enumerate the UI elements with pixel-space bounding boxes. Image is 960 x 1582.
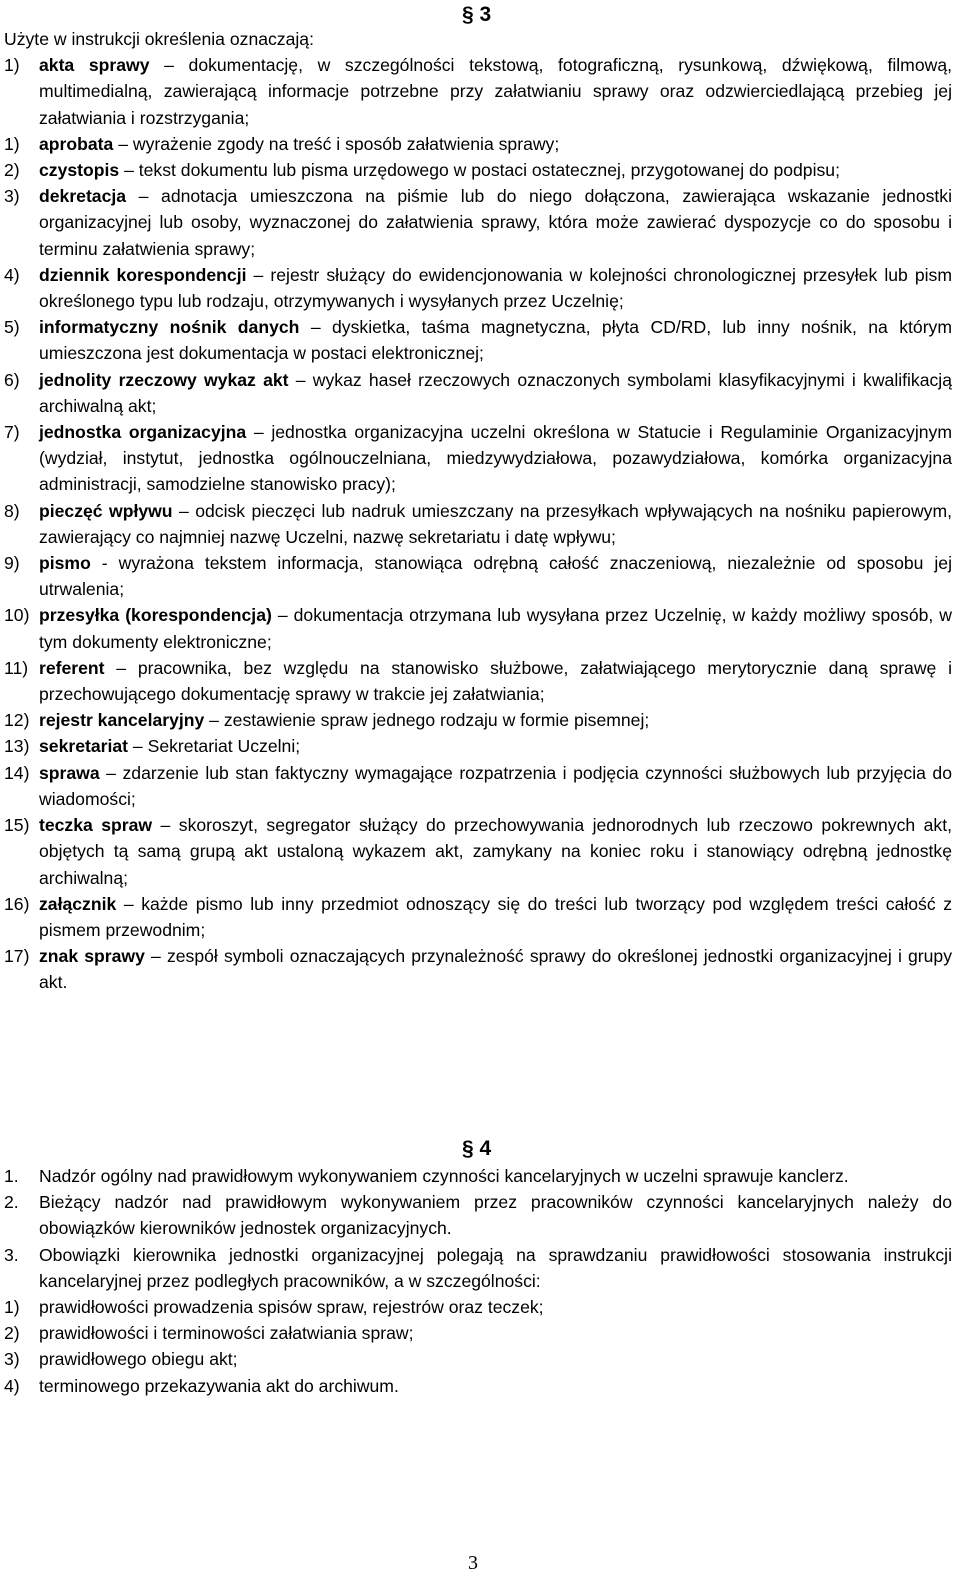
- item-body: terminowego przekazywania akt do archiwum.: [39, 1375, 399, 1396]
- item-number: 9): [4, 553, 20, 574]
- definition-term: dekretacja: [39, 186, 127, 207]
- definition-text: jednostka organizacyjna uczelni określona w Statucie i Regulaminie Organizacyjnym (wydział, instytut, jednostka ogólnouczelniana, miedzywydziałowa, pozawydziałowa, komórka organizacyjna administracji, samodzielne stanowisko pracy);: [39, 422, 952, 495]
- definition-term: przesyłka (korespondencja): [39, 605, 272, 626]
- definition-item: [4, 262, 952, 314]
- definition-text: każde pismo lub inny przedmiot odnoszący się do treści lub tworzący pod względem treści całość z pismem przewodnim;: [39, 893, 953, 940]
- definition-separator: –: [128, 736, 148, 757]
- sub-item: [4, 1294, 952, 1320]
- section-4-list: [4, 1163, 952, 1294]
- definition-separator: –: [116, 893, 142, 914]
- definition-separator: –: [246, 264, 271, 285]
- definition-item: [4, 602, 952, 654]
- item-number: 12): [4, 710, 30, 731]
- item-number: 10): [4, 605, 30, 626]
- page-number: 3: [468, 1552, 478, 1574]
- definition-item: [4, 733, 952, 759]
- definition-item: [4, 52, 952, 131]
- definition-term: rejestr kancelaryjny: [39, 710, 205, 731]
- definition-term: załącznik: [39, 893, 117, 914]
- item-number: 16): [4, 893, 30, 914]
- definition-term: teczka spraw: [39, 815, 153, 836]
- item-body: [39, 183, 952, 262]
- definition-text: dyskietka, taśma magnetyczna, płyta CD/RD, lub inny nośnik, na którym umieszczona jest dokumentacja w postaci elektronicznej;: [39, 317, 953, 364]
- item-body: [39, 157, 952, 183]
- item-number: 7): [4, 422, 20, 443]
- definition-separator: –: [172, 500, 196, 521]
- definition-text: skoroszyt, segregator służący do przechowywania jednorodnych lub rzeczowo pokrewnych akt, objętych tą samą grupą akt ustaloną wykazem akt, zamykany na koniec roku i stanowiący odrębną jednostkę archiwalną;: [39, 815, 952, 888]
- item-number: 2): [4, 160, 20, 181]
- definition-item: [4, 183, 952, 262]
- definition-separator: –: [288, 369, 313, 390]
- item-number: 3): [4, 186, 20, 207]
- definition-separator: –: [246, 422, 272, 443]
- definition-text: dokumentację, w szczególności tekstową, fotograficzną, rysunkową, dźwiękową, filmową, multimedialną, zawierającą informacje potrzebne przy załatwianiu sprawy oraz odzwierciedlającą przebieg jej załatwiania i rozstrzygania;: [39, 55, 952, 128]
- item-body: prawidłowości i terminowości załatwiania spraw;: [39, 1323, 414, 1344]
- item-body: [39, 707, 952, 733]
- definition-text: dokumentacja otrzymana lub wysyłana przez Uczelnię, w każdy możliwy sposób, w tym dokumenty elektroniczne;: [39, 605, 953, 652]
- item-number: 4): [4, 264, 20, 285]
- definition-term: znak sprawy: [39, 946, 145, 967]
- item-body: [39, 367, 952, 419]
- item-body: [39, 812, 952, 891]
- definition-text: tekst dokumentu lub pisma urzędowego w postaci ostatecznej, przygotowanej do podpisu;: [138, 160, 840, 181]
- definition-separator: –: [271, 605, 294, 626]
- definition-term: jednolity rzeczowy wykaz akt: [39, 369, 289, 390]
- definition-separator: –: [104, 657, 138, 678]
- definition-item: [4, 655, 952, 707]
- item-number: 17): [4, 946, 30, 967]
- item-number: 3): [4, 1349, 20, 1370]
- definition-text: Sekretariat Uczelni;: [147, 736, 301, 757]
- item-body: [39, 733, 952, 759]
- item-body: [39, 314, 952, 366]
- definitions-list: [4, 52, 952, 995]
- definition-separator: -: [90, 553, 119, 574]
- definition-text: zestawienie spraw jednego rodzaju w formie pisemnej;: [223, 710, 650, 731]
- paragraph-item: [4, 1163, 952, 1189]
- item-body: [39, 550, 952, 602]
- definition-term: sprawa: [39, 762, 100, 783]
- item-body: [39, 891, 952, 943]
- definition-item: [4, 812, 952, 891]
- definition-separator: –: [152, 815, 179, 836]
- definition-item: [4, 760, 952, 812]
- section-4-body: [4, 1163, 952, 1399]
- definition-text: adnotacja umieszczona na piśmie lub do niego dołączona, zawierająca wskazanie jednostki organizacyjnej lub osoby, wyznaczonej do załatwienia sprawy, która może zawierać dyspozycje co do sposobu i terminu załatwienia sprawy;: [39, 186, 952, 259]
- definition-term: referent: [39, 657, 105, 678]
- section-3-body: [4, 26, 952, 996]
- section-3-heading: § 3: [462, 3, 492, 26]
- definition-separator: –: [144, 946, 167, 967]
- section-4-heading: § 4: [462, 1137, 492, 1160]
- item-number: 3.: [4, 1244, 19, 1265]
- section-4-sublist: [4, 1294, 952, 1399]
- definition-item: [4, 943, 952, 995]
- definition-term: informatyczny nośnik danych: [39, 317, 300, 338]
- item-number: 1): [4, 1297, 20, 1318]
- sub-item: [4, 1346, 952, 1372]
- definition-separator: –: [119, 160, 139, 181]
- item-number: 2.: [4, 1192, 19, 1213]
- item-number: 13): [4, 736, 30, 757]
- sub-item: [4, 1320, 952, 1346]
- definition-term: pieczęć wpływu: [39, 500, 173, 521]
- item-number: 6): [4, 369, 20, 390]
- paragraph-item: [4, 1242, 952, 1294]
- definition-text: wykaz haseł rzeczowych oznaczonych symbolami klasyfikacyjnymi i kwalifikacją archiwalną akt;: [39, 369, 953, 416]
- item-body: Bieżący nadzór nad prawidłowym wykonywaniem przez pracowników czynności kancelaryjnych należy do obowiązków kierowników jednostek organizacyjnych.: [39, 1192, 952, 1239]
- sub-item: [4, 1373, 952, 1399]
- item-number: 14): [4, 762, 30, 783]
- definition-separator: –: [299, 317, 333, 338]
- definition-text: wyrażona tekstem informacja, stanowiąca odrębną całość znaczeniową, niezależnie od sposobu jej utrwalenia;: [39, 553, 952, 600]
- item-body: prawidłowego obiegu akt;: [39, 1349, 238, 1370]
- definition-text: wyrażenie zgody na treść i sposób załatwienia sprawy;: [132, 133, 560, 154]
- item-body: prawidłowości prowadzenia spisów spraw, rejestrów oraz teczek;: [39, 1297, 544, 1318]
- item-number: 1): [4, 55, 20, 76]
- item-number: 4): [4, 1375, 20, 1396]
- definition-separator: –: [204, 710, 224, 731]
- definition-item: [4, 419, 952, 498]
- definition-term: jednostka organizacyjna: [39, 422, 247, 443]
- definition-item: [4, 550, 952, 602]
- item-number: 8): [4, 500, 20, 521]
- item-number: 15): [4, 815, 30, 836]
- definition-separator: –: [149, 55, 189, 76]
- item-body: [39, 52, 952, 131]
- definition-term: czystopis: [39, 160, 120, 181]
- definition-term: dziennik korespondencji: [39, 264, 247, 285]
- definition-item: [4, 157, 952, 183]
- item-body: [39, 760, 952, 812]
- item-number: 11): [4, 657, 29, 678]
- item-body: [39, 131, 952, 157]
- definition-item: [4, 314, 952, 366]
- definition-item: [4, 131, 952, 157]
- paragraph-item: [4, 1189, 952, 1241]
- definition-term: pismo: [39, 553, 91, 574]
- definition-item: [4, 891, 952, 943]
- item-body: [39, 602, 952, 654]
- item-number: 1.: [4, 1166, 19, 1186]
- definition-text: rejestr służący do ewidencjonowania w kolejności chronologicznej przesyłek lub pism określonego typu lub rodzaju, otrzymywanych i wysyłanych przez Uczelnię;: [39, 264, 953, 312]
- item-body: [39, 498, 952, 550]
- item-body: Obowiązki kierownika jednostki organizacyjnej polegają na sprawdzaniu prawidłowości stosowania instrukcji kancelaryjnej przez podległych pracowników, a w szczególności:: [39, 1244, 952, 1291]
- item-body: [39, 943, 952, 995]
- definition-text: pracownika, bez względu na stanowisko służbowe, załatwiającego merytorycznie daną sprawę i przechowującego dokumentację sprawy w trakcie jej załatwiania;: [39, 657, 953, 705]
- item-body: [39, 262, 952, 314]
- item-body: [39, 419, 952, 498]
- definition-separator: –: [99, 762, 123, 783]
- definition-item: [4, 367, 952, 419]
- definition-term: akta sprawy: [39, 55, 150, 76]
- item-body: Nadzór ogólny nad prawidłowym wykonywaniem czynności kancelaryjnych w uczelni sprawuje kanclerz.: [39, 1166, 849, 1186]
- definition-separator: –: [126, 186, 162, 207]
- definition-text: zdarzenie lub stan faktyczny wymagające rozpatrzenia i podjęcia czynności służbowych lub przyjęcia do wiadomości;: [39, 762, 952, 809]
- item-number: 2): [4, 1323, 20, 1344]
- definition-item: [4, 498, 952, 550]
- item-body: [39, 655, 952, 707]
- definition-separator: –: [113, 133, 133, 154]
- item-number: 5): [4, 317, 20, 338]
- section-3-intro: Użyte w instrukcji określenia oznaczają:: [4, 29, 314, 49]
- item-number: 1): [4, 133, 20, 154]
- definition-text: zespół symboli oznaczających przynależność sprawy do określonej jednostki organizacyjnej i grupy akt.: [39, 946, 952, 993]
- definition-term: sekretariat: [39, 736, 129, 757]
- definition-item: [4, 707, 952, 733]
- definition-term: aprobata: [39, 133, 114, 154]
- definition-text: odcisk pieczęci lub nadruk umieszczany na przesyłkach wpływających na nośniku papierowym, zawierający co najmniej nazwę Uczelni, nazwę sekretariatu i datę wpływu;: [39, 500, 953, 547]
